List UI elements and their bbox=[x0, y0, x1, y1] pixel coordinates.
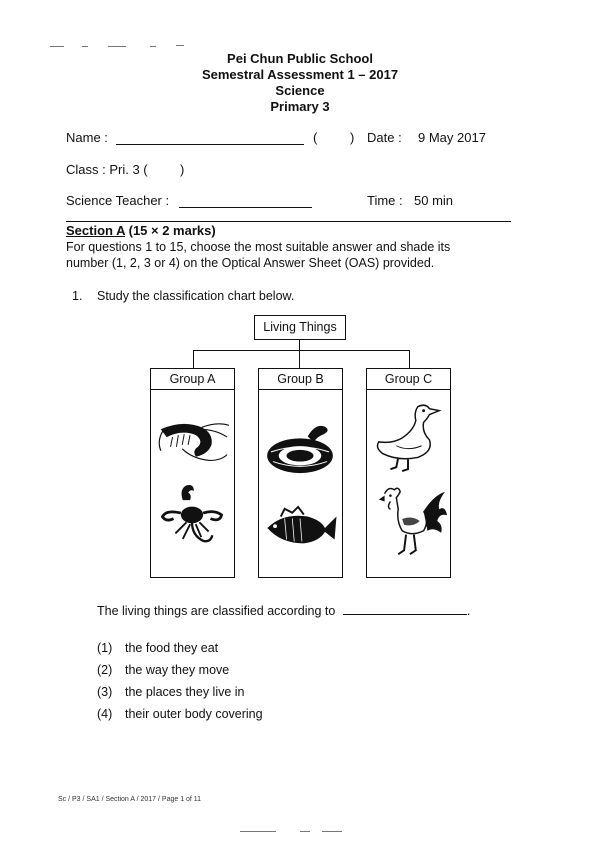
class-label: Class : Pri. 3 ( bbox=[66, 162, 148, 177]
chart-root-label: Living Things bbox=[263, 320, 337, 334]
scan-artifact bbox=[50, 46, 64, 47]
scan-artifact bbox=[82, 46, 88, 47]
chart-connector-a bbox=[193, 350, 194, 368]
option-3[interactable] bbox=[97, 685, 245, 699]
section-heading bbox=[66, 223, 216, 238]
option-3-number: (3) bbox=[97, 685, 113, 699]
scan-artifact bbox=[322, 831, 342, 832]
scan-artifact bbox=[150, 46, 156, 47]
scan-artifact bbox=[240, 831, 276, 832]
instructions-line-1: For questions 1 to 15, choose the most suitable answer and shade its bbox=[66, 240, 451, 254]
group-c-label: Group C bbox=[367, 369, 450, 390]
question-prompt: Study the classification chart below. bbox=[97, 289, 295, 303]
name-label: Name : bbox=[66, 130, 108, 145]
time-label: Time : bbox=[367, 193, 403, 208]
group-a-box bbox=[150, 368, 235, 578]
question-stem-text: The living things are classified according to bbox=[97, 604, 336, 618]
divider-line bbox=[66, 221, 511, 222]
duck-icon bbox=[369, 397, 447, 475]
snake-icon bbox=[261, 419, 339, 477]
chart-connector-c bbox=[409, 350, 410, 368]
option-4-text: their outer body covering bbox=[125, 707, 263, 721]
option-2[interactable] bbox=[97, 663, 229, 677]
group-b-label: Group B bbox=[259, 369, 342, 390]
assessment-title: Semestral Assessment 1 – 2017 bbox=[201, 67, 399, 82]
name-blank[interactable] bbox=[116, 131, 304, 145]
answer-blank[interactable] bbox=[343, 603, 467, 615]
option-4[interactable] bbox=[97, 707, 263, 721]
index-paren-close: ) bbox=[350, 130, 355, 145]
class-paren-close: ) bbox=[180, 162, 185, 177]
time-value: 50 min bbox=[414, 193, 454, 208]
question-stem bbox=[97, 603, 470, 619]
subject-title: Science bbox=[275, 83, 325, 98]
option-1-number: (1) bbox=[97, 641, 113, 655]
option-2-text: the way they move bbox=[125, 663, 230, 677]
teacher-blank[interactable] bbox=[179, 194, 312, 208]
question-stem-end: . bbox=[466, 604, 471, 618]
option-1[interactable] bbox=[97, 641, 218, 655]
section-marks: (15 × 2 marks) bbox=[125, 223, 216, 238]
scan-artifact bbox=[108, 46, 126, 47]
group-c-box bbox=[366, 368, 451, 578]
scan-artifact bbox=[176, 45, 184, 46]
scorpion-icon bbox=[155, 481, 229, 547]
option-2-number: (2) bbox=[97, 663, 113, 677]
page-footer: Sc / P3 / SA1 / Section A / 2017 / Page 1 of 11 bbox=[58, 796, 202, 803]
chart-root-box bbox=[254, 315, 346, 340]
teacher-label: Science Teacher : bbox=[66, 193, 170, 208]
chart-connector-stem bbox=[299, 340, 300, 350]
option-1-text: the food they eat bbox=[125, 641, 219, 655]
group-a-label: Group A bbox=[151, 369, 234, 390]
level-title: Primary 3 bbox=[270, 99, 330, 114]
rooster-icon bbox=[369, 481, 447, 561]
school-name: Pei Chun Public School bbox=[227, 51, 373, 66]
scan-artifact bbox=[300, 831, 310, 832]
option-3-text: the places they live in bbox=[125, 685, 245, 699]
group-b-box bbox=[258, 368, 343, 578]
date-label: Date : bbox=[367, 130, 402, 145]
chart-connector-bar bbox=[193, 350, 410, 351]
prawn-icon bbox=[153, 415, 231, 465]
question-number: 1. bbox=[72, 289, 83, 303]
chart-connector-b bbox=[299, 350, 300, 368]
section-title: Section A bbox=[66, 223, 125, 238]
option-4-number: (4) bbox=[97, 707, 113, 721]
date-value: 9 May 2017 bbox=[418, 130, 486, 145]
index-paren-open: ( bbox=[313, 130, 318, 145]
instructions-line-2: number (1, 2, 3 or 4) on the Optical Answer Sheet (OAS) provided. bbox=[66, 256, 435, 270]
fish-icon bbox=[261, 505, 339, 553]
